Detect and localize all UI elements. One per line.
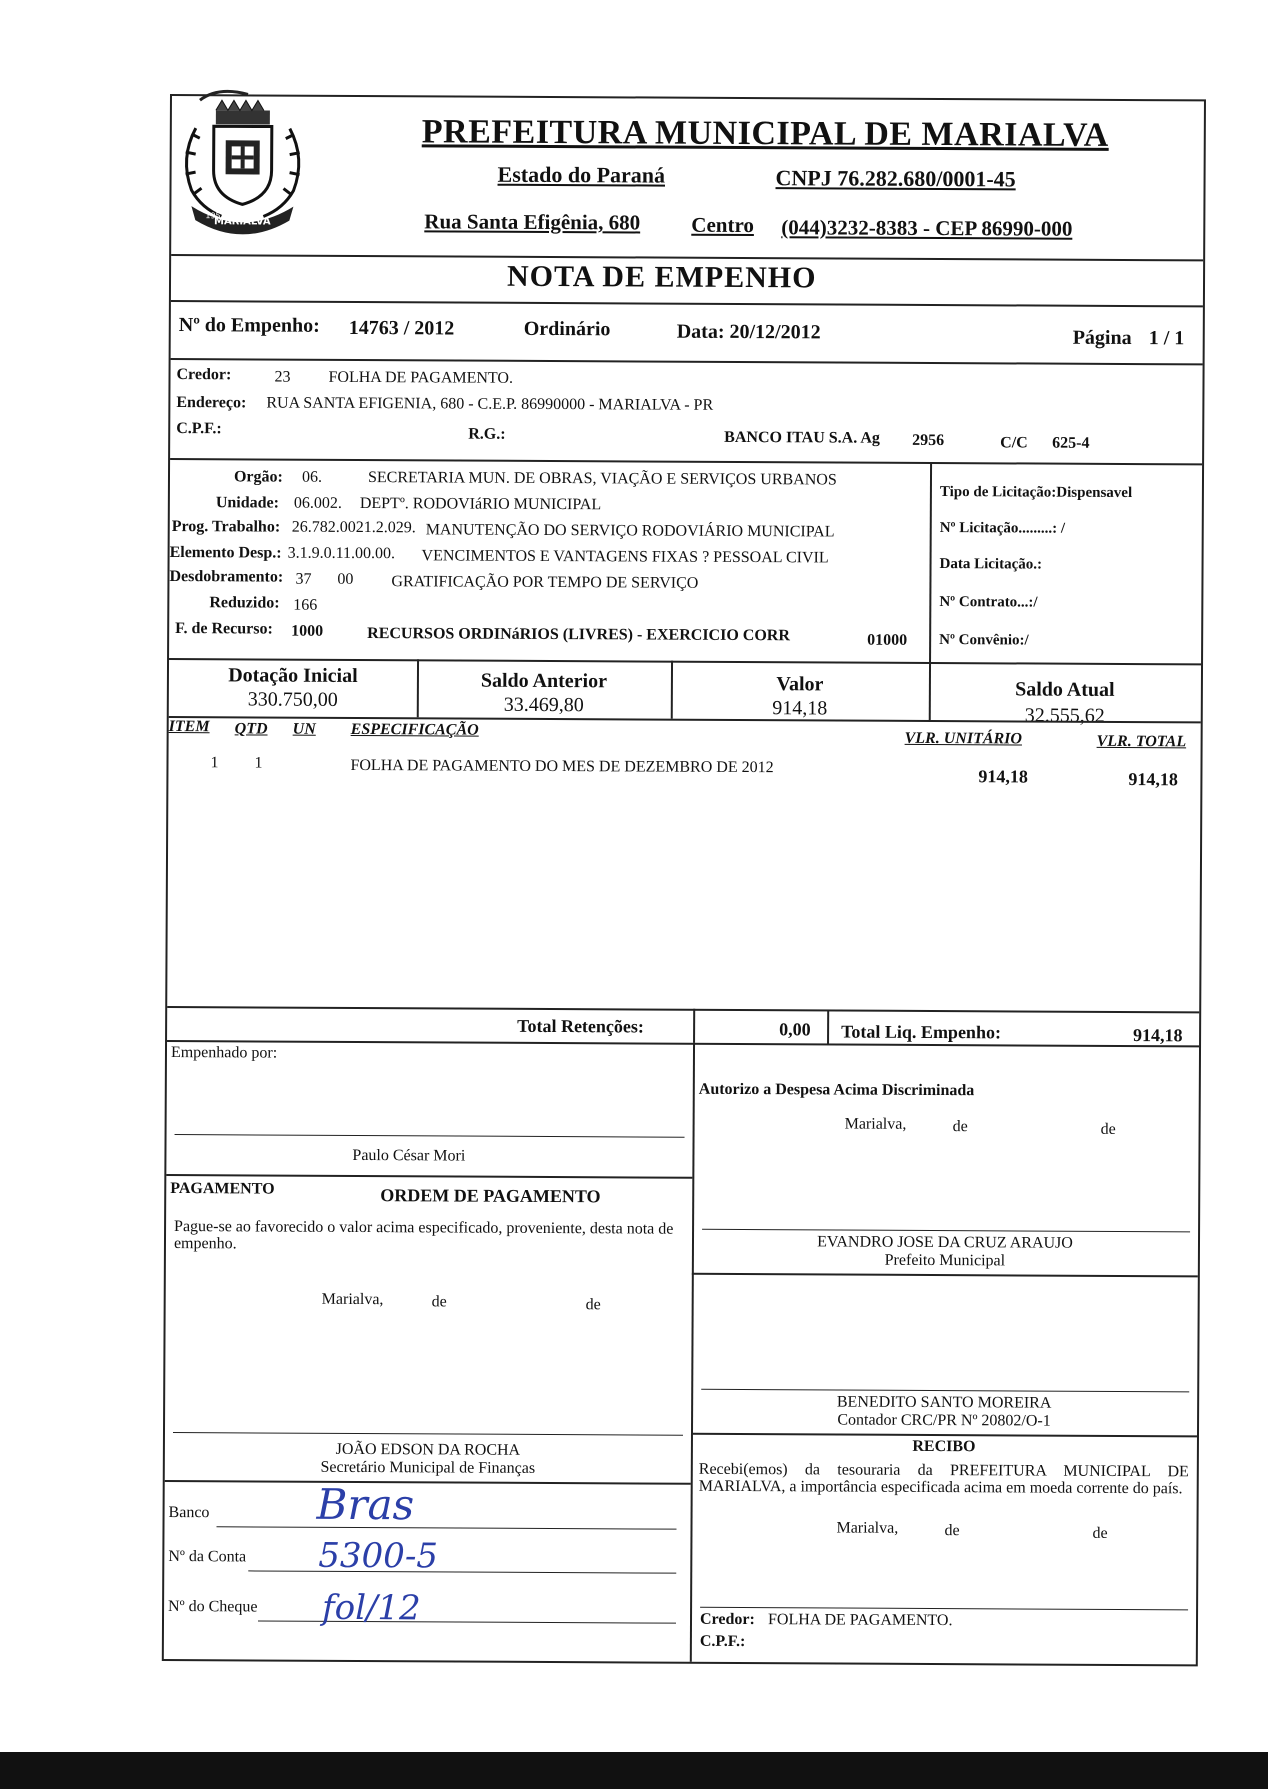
recurso-code2: 01000 xyxy=(867,631,908,649)
svg-text:fol/12: fol/12 xyxy=(321,1587,421,1629)
autorizo-de1: de xyxy=(952,1118,968,1136)
estado: Estado do Paraná xyxy=(497,161,666,188)
svg-text:MARIALVA: MARIALVA xyxy=(213,216,271,228)
retencoes-label: Total Retenções: xyxy=(517,1015,644,1037)
empenhado-name: Paulo César Mori xyxy=(352,1146,466,1165)
document-title: NOTA DE EMPENHO xyxy=(506,259,817,295)
desdobramento-code2: 00 xyxy=(337,570,354,588)
recurso-code: 1000 xyxy=(291,622,324,640)
signature-line xyxy=(700,1607,1188,1611)
divider xyxy=(170,458,1202,465)
phone-cep: (044)3232-8383 - CEP 86990-000 xyxy=(781,215,1073,241)
saldo-anterior-label: Saldo Anterior xyxy=(480,669,608,693)
recurso-name: RECURSOS ORDINáRIOS (LIVRES) - EXERCICIO CORR xyxy=(367,625,790,645)
rg-label: R.G.: xyxy=(468,425,506,443)
saldo-atual-value: 32.555,62 xyxy=(1024,704,1105,727)
divider xyxy=(167,1006,1199,1013)
neighborhood: Centro xyxy=(691,212,754,238)
signature-line xyxy=(701,1389,1189,1393)
divider xyxy=(929,462,932,662)
cheque-label: Nº do Cheque xyxy=(168,1598,258,1616)
autorizo-label: Autorizo a Despesa Acima Discriminada xyxy=(698,1080,975,1100)
desdobramento-label: Desdobramento: xyxy=(169,568,284,586)
col-un: UN xyxy=(292,720,316,738)
coat-of-arms-icon xyxy=(177,88,308,235)
prog-name: MANUTENÇÃO DO SERVIÇO RODOVIÁRIO MUNICIPAL xyxy=(425,521,835,541)
desdobramento-code1: 37 xyxy=(295,570,312,588)
endereco: RUA SANTA EFIGENIA, 680 - C.E.P. 86990000 - MARIALVA - PR xyxy=(266,394,714,414)
contador-role: Contador CRC/PR Nº 20802/O-1 xyxy=(837,1411,1051,1430)
col-vlr-total: VLR. TOTAL xyxy=(1096,732,1187,751)
divider xyxy=(692,1273,1198,1278)
secretario-name: JOÃO EDSON DA ROCHA xyxy=(335,1440,521,1459)
nota-de-empenho-form xyxy=(162,94,1206,1666)
cc-label: C/C xyxy=(1000,434,1028,452)
street-address: Rua Santa Efigênia, 680 xyxy=(424,209,641,235)
recurso-label: F. de Recurso: xyxy=(175,620,273,638)
pagamento-de2: de xyxy=(585,1296,601,1314)
autorizo-de2: de xyxy=(1100,1120,1116,1138)
conta-label: Nº da Conta xyxy=(168,1548,247,1566)
elemento-name: VENCIMENTOS E VANTAGENS FIXAS ? PESSOAL CIVIL xyxy=(421,547,829,567)
pagamento-text: Pague-se ao favorecido o valor acima especificado, proveniente, desta nota de empenho. xyxy=(173,1218,674,1253)
empenho-type: Ordinário xyxy=(523,317,611,341)
bank-agency: 2956 xyxy=(912,431,945,450)
item-vlr-total: 914,18 xyxy=(1128,769,1178,790)
licitacao-data: Data Licitação.: xyxy=(939,556,1043,573)
contrato-numero: Nº Contrato...:/ xyxy=(939,594,1038,611)
empenho-number: 14763 / 2012 xyxy=(348,316,455,340)
elemento-code: 3.1.9.0.11.00.00. xyxy=(287,544,396,563)
divider xyxy=(171,300,1203,307)
recibo-credor-label: Credor: xyxy=(699,1610,755,1629)
divider xyxy=(167,1040,1199,1047)
svg-text:5300-5: 5300-5 xyxy=(318,1535,439,1577)
pagamento-de1: de xyxy=(431,1293,447,1311)
liquido-label: Total Liq. Empenho: xyxy=(841,1021,1002,1043)
divider xyxy=(690,1043,695,1662)
prog-label: Prog. Trabalho: xyxy=(171,518,281,536)
item-number: 1 xyxy=(210,754,219,772)
prefeito-name: EVANDRO JOSE DA CRUZ ARAUJO xyxy=(817,1233,1073,1252)
page-number: 1 / 1 xyxy=(1148,327,1185,350)
recibo-de2: de xyxy=(1092,1524,1108,1542)
valor-value: 914,18 xyxy=(772,697,828,720)
recibo-credor: FOLHA DE PAGAMENTO. xyxy=(767,1611,953,1630)
signature-line xyxy=(175,1134,685,1138)
col-especificacao: ESPECIFICAÇÃO xyxy=(350,720,479,739)
desdobramento-name: GRATIFICAÇÃO POR TEMPO DE SERVIÇO xyxy=(391,573,699,592)
prefeitura-title: PREFEITURA MUNICIPAL DE MARIALVA xyxy=(421,113,1109,154)
recibo-title: RECIBO xyxy=(912,1437,976,1456)
scan-bottom-edge xyxy=(0,1752,1268,1789)
item-qtd: 1 xyxy=(254,754,263,772)
ordem-pagamento: ORDEM DE PAGAMENTO xyxy=(380,1185,601,1207)
bank-name: BANCO ITAU S.A. Ag xyxy=(724,428,880,447)
orgao-label: Orgão: xyxy=(233,468,283,486)
cpf-label: C.P.F.: xyxy=(176,420,222,438)
signature-line xyxy=(702,1229,1190,1233)
elemento-label: Elemento Desp.: xyxy=(169,544,282,562)
secretario-role: Secretário Municipal de Finanças xyxy=(320,1458,536,1477)
empenhado-label: Empenhado por: xyxy=(170,1044,278,1062)
reduzido-label: Reduzido: xyxy=(209,594,280,612)
prog-code: 26.782.0021.2.029. xyxy=(291,518,416,537)
svg-text:Bras: Bras xyxy=(316,1479,415,1530)
divider xyxy=(693,1009,695,1043)
saldo-anterior-value: 33.469,80 xyxy=(503,693,584,717)
orgao-name: SECRETARIA MUN. DE OBRAS, VIAÇÃO E SERVIÇOS URBANOS xyxy=(367,469,837,489)
pagamento-label: PAGAMENTO xyxy=(170,1180,275,1198)
unidade-code: 06.002. xyxy=(293,494,342,512)
empenho-number-label: Nº do Empenho: xyxy=(178,314,320,337)
autorizo-city: Marialva, xyxy=(844,1115,907,1133)
contador-name: BENEDITO SANTO MOREIRA xyxy=(836,1393,1052,1412)
item-especificacao: FOLHA DE PAGAMENTO DO MES DE DEZEMBRO DE 2012 xyxy=(350,756,774,777)
saldo-atual-label: Saldo Atual xyxy=(1015,678,1115,701)
credor-name: FOLHA DE PAGAMENTO. xyxy=(328,368,514,387)
credor-label: Credor: xyxy=(176,366,232,384)
licitacao-numero: Nº Licitação.........: / xyxy=(939,520,1066,537)
licitacao-tipo: Tipo de Licitação:Dispensavel xyxy=(939,484,1133,502)
empenho-date: Data: 20/12/2012 xyxy=(676,320,821,344)
divider xyxy=(827,1009,829,1043)
banco-label: Banco xyxy=(168,1504,210,1522)
item-vlr-unitario: 914,18 xyxy=(978,766,1028,787)
dotacao-inicial-label: Dotação Inicial xyxy=(228,664,358,687)
unidade-label: Unidade: xyxy=(215,494,280,512)
signature-line xyxy=(173,1432,683,1436)
col-item: ITEM xyxy=(168,718,210,736)
endereco-label: Endereço: xyxy=(176,394,247,412)
cnpj: CNPJ 76.282.680/0001-45 xyxy=(775,165,1016,192)
divider xyxy=(171,358,1203,365)
page-label: Página xyxy=(1072,326,1132,350)
convenio-numero: Nº Convênio:/ xyxy=(939,632,1029,649)
prefeito-role: Prefeito Municipal xyxy=(884,1251,1006,1270)
credor-code: 23 xyxy=(274,368,291,386)
retencoes-value: 0,00 xyxy=(779,1019,811,1040)
recibo-de1: de xyxy=(944,1522,960,1540)
cc-number: 625-4 xyxy=(1052,434,1090,452)
reduzido-value: 166 xyxy=(293,596,318,614)
valor-label: Valor xyxy=(776,673,824,696)
pagamento-city: Marialva, xyxy=(321,1290,384,1309)
dotacao-inicial-value: 330.750,00 xyxy=(247,688,338,711)
handwritten-bank-info xyxy=(314,1475,495,1636)
orgao-code: 06. xyxy=(301,468,323,486)
recibo-text: Recebi(emos) da tesouraria da PREFEITURA MUNICIPAL DE MARIALVA, a importância especificada acima em moeda corrente do país. xyxy=(698,1460,1189,1498)
svg-text:1951: 1951 xyxy=(205,211,226,221)
col-vlr-unitario: VLR. UNITÁRIO xyxy=(904,729,1023,748)
unidade-name: DEPTº. RODOVIáRIO MUNICIPAL xyxy=(359,494,602,514)
liquido-value: 914,18 xyxy=(1133,1025,1183,1046)
divider xyxy=(166,1174,692,1179)
recibo-cpf-label: C.P.F.: xyxy=(699,1632,746,1651)
col-qtd: QTD xyxy=(234,720,268,738)
recibo-city: Marialva, xyxy=(836,1519,899,1537)
